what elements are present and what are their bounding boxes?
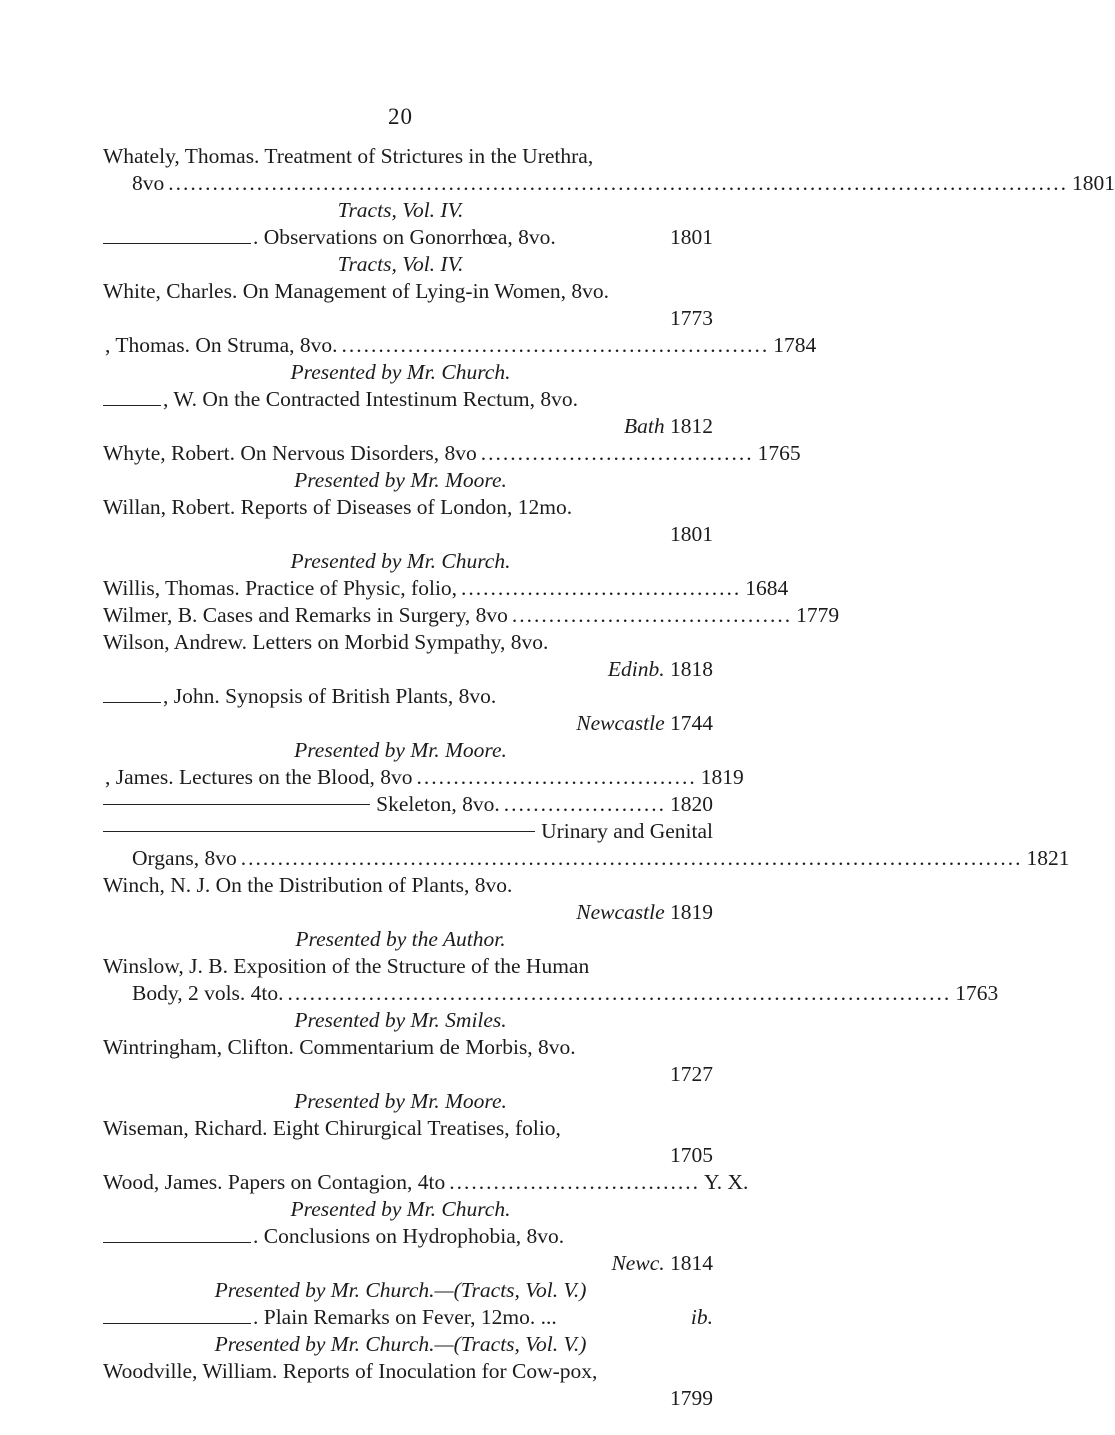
leader-dots: .......................................................... [341, 333, 770, 357]
entry-place-year [0, 656, 801, 683]
entry-note: Presented by Mr. Church. [290, 360, 511, 384]
catalogue-entries [0, 143, 1115, 1412]
entry-note: Presented by Mr. Church. [290, 1197, 511, 1221]
entry-title: , W. On the Contracted Intestinum Rectum, 8vo. [163, 387, 579, 411]
entry-title: . Plain Remarks on Fever, 12mo. ... [253, 1305, 557, 1329]
entry-continuation-line [0, 845, 1070, 872]
entry-year: 1763 [955, 981, 999, 1005]
entry-year: 1818 [670, 657, 713, 681]
entry-title: Wilmer, B. Cases and Remarks in Surgery, 8vo [103, 603, 508, 627]
entry-title-line [0, 1169, 801, 1196]
entry-title-line [0, 1223, 801, 1250]
entry-title: , James. Lectures on the Blood, 8vo [105, 765, 413, 789]
entry-place: Newcastle [576, 900, 665, 924]
entry-year: 1684 [745, 576, 789, 600]
entry-note: Presented by Mr. Smiles. [294, 1008, 507, 1032]
entry-title: . Observations on Gonorrhœa, 8vo. [253, 225, 556, 249]
entry-year: 1801 [1072, 171, 1115, 195]
leader-dots: .......................................................................................................... [240, 846, 1023, 870]
entry-title-line [0, 332, 817, 359]
entry-title: Urinary and Genital [541, 819, 713, 843]
entry-continuation-line [0, 170, 1115, 197]
leader-dots: .................................. [449, 1170, 700, 1194]
entry-title-line: Willan, Robert. Reports of Diseases of London, 12mo. [103, 495, 573, 519]
leader-dots: ...................................... [511, 603, 793, 627]
entry-title: Wood, James. Papers on Contagion, 4to [103, 1170, 446, 1194]
entry-title-line [0, 1304, 801, 1331]
entry-title-line [0, 575, 801, 602]
entry-title: , Thomas. On Struma, 8vo. [105, 333, 338, 357]
leader-dots: .......................................................................................................................... [168, 171, 1068, 195]
entry-place-year [0, 1250, 801, 1277]
entry-note: Presented by Mr. Church. [290, 549, 511, 573]
entry-place: Bath [624, 414, 665, 438]
ditto-dash [103, 1323, 251, 1324]
entry-year: 1821 [1026, 846, 1070, 870]
entry-place: Newc. [611, 1251, 665, 1275]
entry-format: Body, 2 vols. 4to. [132, 981, 284, 1005]
entry-title-line [0, 440, 801, 467]
ditto-dash [103, 243, 251, 244]
entry-place: Newcastle [576, 711, 665, 735]
entry-title: , John. Synopsis of British Plants, 8vo. [163, 684, 497, 708]
entry-title-line [0, 224, 801, 251]
entry-note: Tracts, Vol. IV. [337, 252, 464, 276]
entry-year: 1705 [670, 1143, 713, 1167]
entry-note: Presented by Mr. Moore. [294, 738, 507, 762]
entry-year: 1820 [670, 792, 713, 816]
entry-title: . Conclusions on Hydrophobia, 8vo. [253, 1224, 565, 1248]
entry-title: Whyte, Robert. On Nervous Disorders, 8vo [103, 441, 477, 465]
entry-title-line [0, 386, 801, 413]
entry-year: 1784 [773, 333, 817, 357]
entry-title: Skeleton, 8vo. [376, 792, 500, 816]
entry-year: 1801 [670, 225, 713, 249]
entry-year: Y. X. [704, 1170, 749, 1194]
entry-continuation-line [0, 980, 999, 1007]
ditto-dash [103, 1242, 251, 1243]
entry-title-line: Wiseman, Richard. Eight Chirurgical Treatises, folio, [103, 1116, 561, 1140]
ditto-dash [103, 702, 161, 703]
entry-year: 1744 [670, 711, 713, 735]
entry-title: Willis, Thomas. Practice of Physic, folio, [103, 576, 458, 600]
entry-year: 1773 [670, 306, 713, 330]
ditto-dash [103, 405, 161, 406]
entry-title-line [0, 602, 840, 629]
entry-title-line: Wilson, Andrew. Letters on Morbid Sympathy, 8vo. [103, 630, 549, 654]
entry-note: Presented by Mr. Moore. [294, 468, 507, 492]
page-number: 20 [388, 104, 413, 129]
leader-dots: ..................................... [480, 441, 754, 465]
entry-note: Presented by Mr. Church.—(Tracts, Vol. V.) [214, 1332, 587, 1356]
entry-year: 1799 [670, 1386, 713, 1410]
entry-place-year [0, 710, 801, 737]
ditto-dash [103, 804, 370, 805]
entry-title-line: Winslow, J. B. Exposition of the Structure of the Human [103, 954, 590, 978]
entry-year: 1765 [757, 441, 801, 465]
entry-place-year [0, 899, 801, 926]
entry-year: 1812 [670, 414, 713, 438]
entry-title-line [0, 818, 801, 845]
entry-place: Edinb. [607, 657, 665, 681]
entry-title-line [0, 764, 801, 791]
entry-note: Tracts, Vol. IV. [337, 198, 464, 222]
entry-title-line [0, 683, 801, 710]
entry-title-line: Winch, N. J. On the Distribution of Plants, 8vo. [103, 873, 513, 897]
leader-dots: ...................... [503, 792, 666, 816]
entry-title-line: Whately, Thomas. Treatment of Strictures in the Urethra, [103, 144, 594, 168]
entry-title-line: Wintringham, Clifton. Commentarium de Morbis, 8vo. [103, 1035, 576, 1059]
entry-note: Presented by Mr. Moore. [294, 1089, 507, 1113]
leader-dots: .......................................................................................... [287, 981, 952, 1005]
entry-year: 1819 [670, 900, 713, 924]
entry-year: 1814 [670, 1251, 713, 1275]
entry-note: Presented by the Author. [295, 927, 506, 951]
leader-dots: ...................................... [416, 765, 697, 789]
ditto-dash [103, 831, 535, 832]
entry-format: Organs, 8vo [132, 846, 237, 870]
entry-year: ib. [690, 1305, 713, 1329]
entry-title-line: White, Charles. On Management of Lying-in Women, 8vo. [103, 279, 610, 303]
entry-year: 1727 [670, 1062, 713, 1086]
entry-format: 8vo [132, 171, 165, 195]
entry-place-year [0, 413, 801, 440]
entry-year: 1779 [796, 603, 840, 627]
entry-title-line: Woodville, William. Reports of Inoculation for Cow-pox, [103, 1359, 598, 1383]
entry-note: Presented by Mr. Church.—(Tracts, Vol. V.) [214, 1278, 587, 1302]
entry-title-line [0, 791, 801, 818]
entry-year: 1801 [670, 522, 713, 546]
entry-year: 1819 [700, 765, 744, 789]
leader-dots: ...................................... [461, 576, 742, 600]
